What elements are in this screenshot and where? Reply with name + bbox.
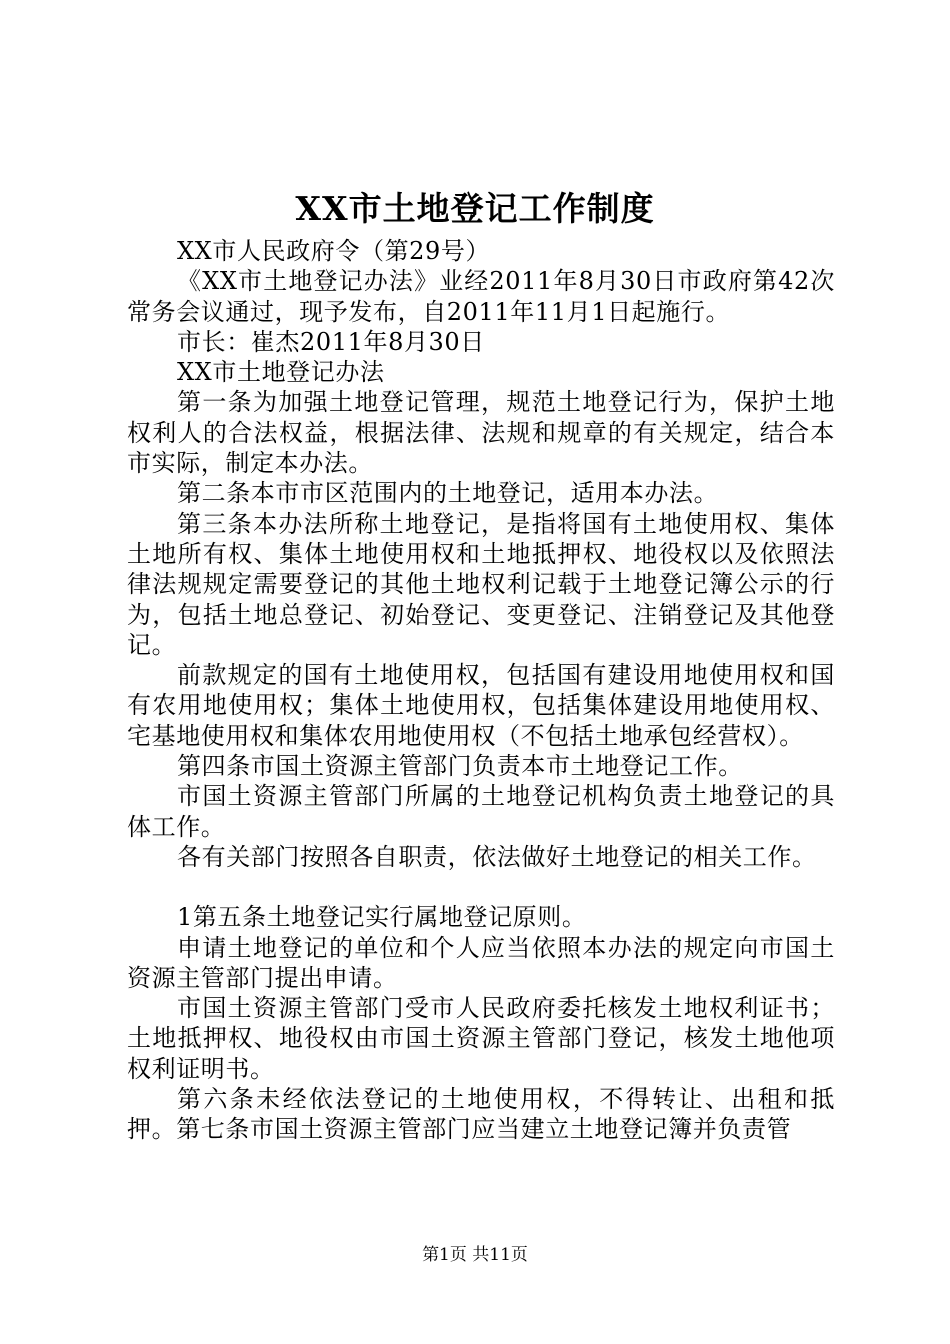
paragraph: 市国土资源主管部门所属的土地登记机构负责土地登记的具体工作。 [127, 782, 835, 841]
paragraph: 市长：崔杰2011年8月30日 [177, 327, 485, 356]
paragraph: 《XX市土地登记办法》业经2011年8月30日市政府第42次常务会议通过，现予发布，自2011年11月1日起施行。 [127, 267, 835, 326]
paragraph: XX市人民政府令（第29号） [177, 237, 491, 265]
paragraph: 申请土地登记的单位和个人应当依照本办法的规定向市国土资源主管部门提出申请。 [127, 933, 835, 992]
document-body [127, 236, 835, 1145]
paragraph: 前款规定的国有土地使用权，包括国有建设用地使用权和国有农用地使用权；集体土地使用权，包括集体建设用地使用权、宅基地使用权和集体农用地使用权（不包括土地承包经营权）。 [127, 661, 835, 750]
paragraph: 第三条本办法所称土地登记，是指将国有土地使用权、集体土地所有权、集体土地使用权和土地抵押权、地役权以及依照法律法规规定需要登记的其他土地权利记载于土地登记簿公示的行为，包括土地总登记、初始登记、变更登记、注销登记及其他登记。 [127, 509, 835, 659]
paragraph: 第一条为加强土地登记管理，规范土地登记行为，保护土地权利人的合法权益，根据法律、法规和规章的有关规定，结合本市实际，制定本办法。 [127, 388, 835, 478]
paragraph: XX市土地登记办法 [177, 358, 385, 387]
paragraph: 市国土资源主管部门受市人民政府委托核发土地权利证书；土地抵押权、地役权由市国土资源主管部门登记，核发土地他项权利证明书。 [127, 994, 835, 1083]
paragraph: 1第五条土地登记实行属地登记原则。 [177, 903, 587, 932]
paragraph: 各有关部门按照各自职责，依法做好土地登记的相关工作。 [177, 842, 817, 871]
paragraph: 第六条未经依法登记的土地使用权，不得转让、出租和抵押。第七条市国土资源主管部门应当建立土地登记簿并负责管 [127, 1085, 835, 1144]
paragraph: 第四条市国土资源主管部门负责本市土地登记工作。 [177, 752, 743, 781]
paragraph: 第二条本市市区范围内的土地登记，适用本办法。 [177, 479, 719, 508]
page-number: 第1页 共11页 [422, 1245, 528, 1265]
document-title: XX市土地登记工作制度 [295, 189, 655, 228]
